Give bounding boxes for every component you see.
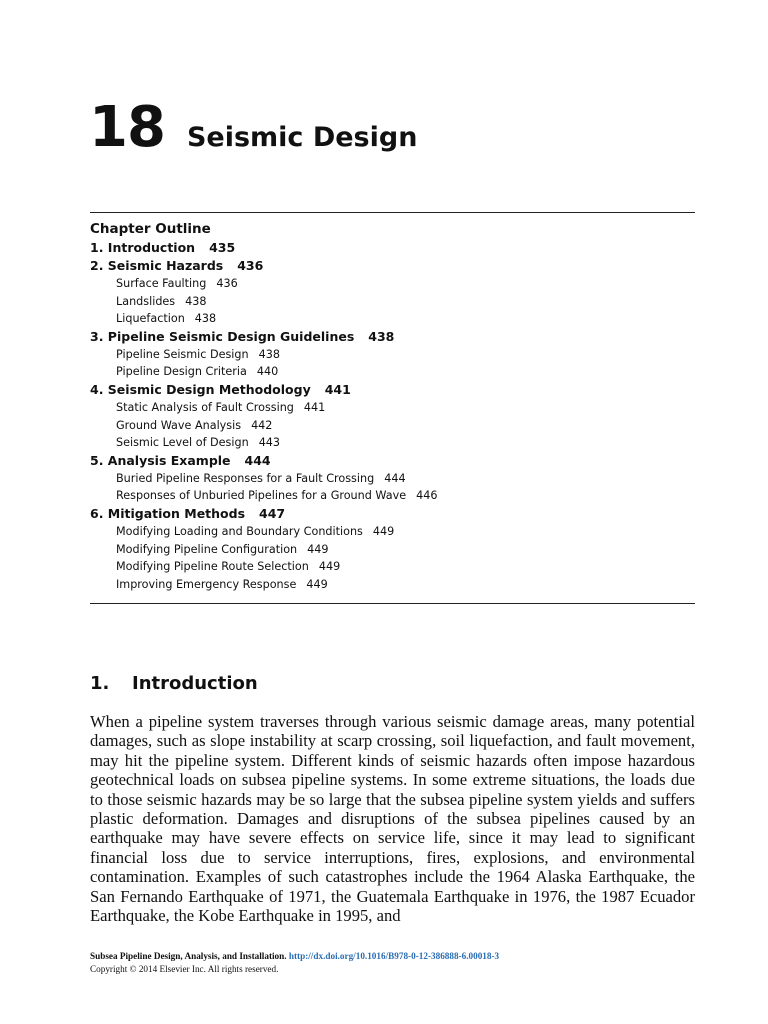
toc-subsection-label: Modifying Pipeline Configuration: [116, 542, 298, 556]
toc-subsection-label: Modifying Loading and Boundary Conditions: [116, 524, 363, 538]
toc-subsection-page: 438: [185, 294, 207, 308]
toc-subsection-page: 442: [251, 418, 273, 432]
toc-section-label: 5. Analysis Example: [90, 452, 231, 468]
toc-subsection-label: Surface Faulting: [116, 277, 207, 290]
toc-section-page: 447: [259, 505, 286, 521]
toc-subsection: [90, 310, 695, 328]
toc-section-page: 438: [368, 328, 395, 344]
toc-subsection-page: 440: [256, 365, 279, 379]
toc-subsection: [90, 576, 695, 594]
footer-copyright: Copyright © 2014 Elsevier Inc. All rights reserved.: [90, 963, 279, 974]
outline-bottom-rule: [90, 603, 695, 604]
toc-subsection-page: 443: [258, 436, 281, 450]
chapter-number: 18: [89, 95, 165, 160]
toc-subsection-page: 449: [372, 524, 395, 538]
chapter-outline: [90, 220, 695, 593]
toc-section-page: 441: [324, 381, 351, 397]
toc-subsection-label: Responses of Unburied Pipelines for a Ground Wave: [116, 489, 407, 503]
toc-subsection: [90, 417, 695, 435]
toc-subsection-label: Pipeline Seismic Design: [116, 347, 249, 361]
toc-section-label: 2. Seismic Hazards: [90, 258, 224, 273]
toc-subsection-label: Ground Wave Analysis: [116, 418, 242, 432]
toc-subsection: [90, 487, 695, 505]
toc-section-label: 1. Introduction: [90, 240, 196, 255]
toc-section: [90, 381, 695, 399]
toc-subsection: [90, 470, 695, 488]
toc-subsection: [90, 541, 695, 559]
toc-subsection-page: 436: [216, 277, 238, 290]
toc-section: [90, 257, 695, 275]
toc-subsection-label: Improving Emergency Response: [116, 577, 297, 591]
toc-subsection: [90, 363, 695, 381]
page-footer: [90, 950, 499, 975]
toc-subsection-page: 438: [194, 312, 217, 326]
toc-section: [90, 328, 695, 346]
toc-subsection-page: 438: [258, 347, 280, 361]
toc-section-label: 3. Pipeline Seismic Design Guidelines: [90, 328, 355, 344]
footer-book-title: Subsea Pipeline Design, Analysis, and Installation.: [90, 951, 287, 961]
toc-subsection-page: 446: [416, 489, 438, 503]
toc-section-page: 444: [244, 452, 271, 468]
toc-subsection-label: Modifying Pipeline Route Selection: [116, 560, 309, 574]
toc-section: [90, 505, 695, 523]
section-title: Introduction: [132, 673, 258, 694]
section-number: 1.: [90, 673, 110, 694]
toc-subsection: [90, 399, 695, 417]
chapter-title: Seismic Design: [186, 122, 418, 153]
section-heading: [90, 673, 258, 694]
toc-subsection-label: Seismic Level of Design: [116, 436, 249, 450]
toc-subsection-page: 444: [384, 471, 406, 485]
toc-subsection: [90, 523, 695, 541]
toc-section: [90, 239, 695, 257]
footer-citation: [90, 950, 499, 963]
toc-subsection-page: 449: [318, 560, 341, 574]
toc-section-label: 4. Seismic Design Methodology: [90, 381, 311, 397]
toc-subsection-page: 449: [306, 577, 328, 591]
toc-subsection: [90, 293, 695, 311]
toc-subsection: [90, 558, 695, 576]
toc-section-page: 435: [209, 240, 236, 255]
toc-section-label: 6. Mitigation Methods: [90, 505, 246, 521]
toc-subsection-label: Buried Pipeline Responses for a Fault Crossing: [116, 471, 375, 485]
toc-subsection-label: Liquefaction: [116, 312, 185, 326]
outline-heading: Chapter Outline: [90, 221, 211, 237]
toc-subsection: [90, 346, 695, 364]
toc-subsection-page: 449: [307, 542, 329, 556]
footer-doi-link[interactable]: http://dx.doi.org/10.1016/B978-0-12-386888-6.00018-3: [288, 951, 500, 961]
chapter-header: [89, 95, 418, 160]
toc-subsection: [90, 275, 695, 293]
toc-subsection-page: 441: [303, 400, 326, 414]
toc-subsection-label: Landslides: [116, 294, 176, 308]
toc-section: [90, 452, 695, 470]
toc-subsection-label: Static Analysis of Fault Crossing: [116, 400, 294, 414]
toc-subsection-label: Pipeline Design Criteria: [116, 365, 247, 379]
outline-top-rule: [90, 212, 695, 213]
body-paragraph: When a pipeline system traverses through various seismic damage areas, many potential damages, such as slope instability at scarp crossing, soil liquefaction, and fault movement, may hit the pipeline system. Different kinds of seismic hazards often impose hazardous geotechnical loads on subsea pipeline systems. In some extreme situations, the loads due to those seismic hazards may be so large that the subsea pipeline system yields and suffers plastic deformation. Damages and disruptions of the subsea pipelines caused by an earthquake may have severe effects on service life, since it may lead to significant financial loss due to service interruptions, fires, explosions, and environmental contamination. Examples of such catastrophes include the 1964 Alaska Earthquake, the San Fernando Earthquake of 1971, the Guatemala Earthquake in 1976, the 1987 Ecuador Earthquake, the Kobe Earthquake in 1995, and: [90, 712, 695, 926]
toc-subsection: [90, 434, 695, 452]
toc-section-page: 436: [237, 258, 264, 273]
